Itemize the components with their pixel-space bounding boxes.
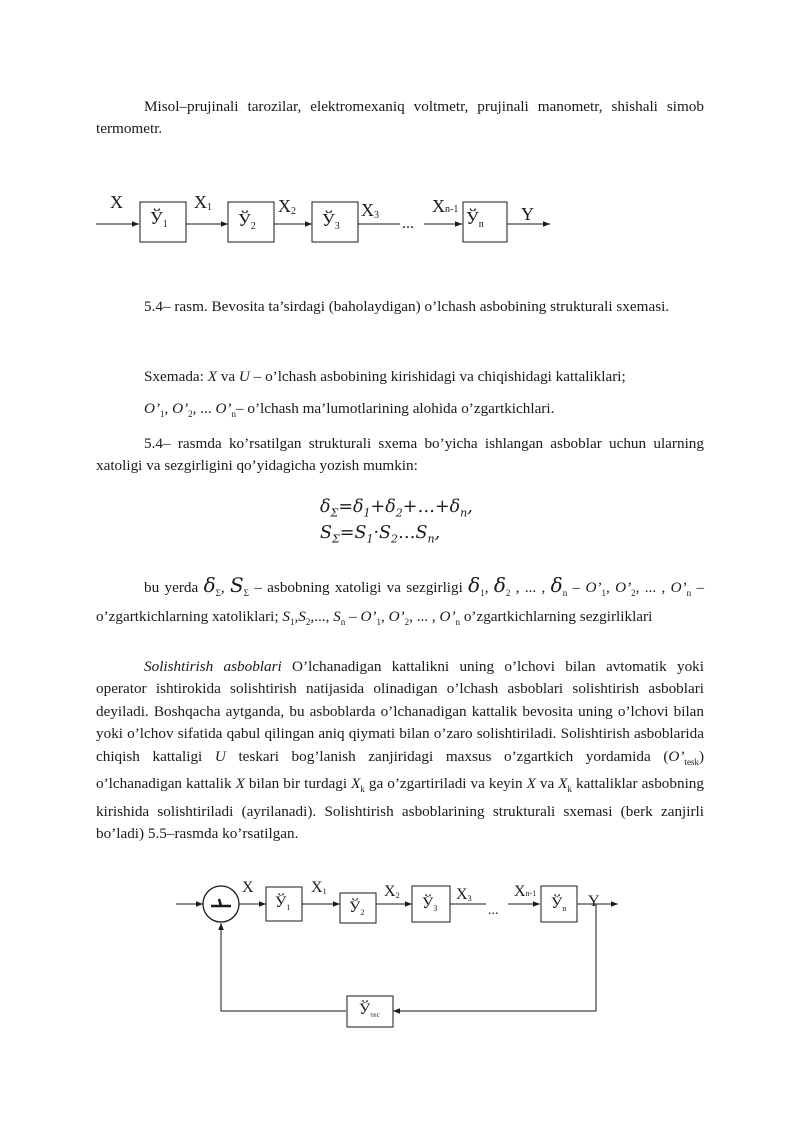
- block-n-label: Ўn: [466, 208, 484, 230]
- signal-3-label: X3: [456, 886, 472, 903]
- comparison-devices-paragraph: Solishtirish asboblari O’lchanadigan kattalikni uning o’lchovi bilan avtomatik yoki operator ishtirokida solishtirish natijasida olinadigan o’lchash asboblari solishtirish asboblari deyiladi. Boshqacha aytganda, bu asboblarda o’lchanadigan kattalik bevosita uning o’lchovi bilan yoki o’lchov sifatida qabul qilingan aniq qiymati bilan o’zaro solishtiriladi. Solishtirish asboblarida chiqish kattaligi U teskari bog’lanish zanjiridagi maxsus o’zgartkich yordamida $(O’_{tesk})$ o’lchanadigan kattalik X bilan bir turdagi $X_k$ ga o’zgartiriladi va keyin X va $X_k$ kattaliklar asbobning kirishida solishtiriladi (ayrilanadi). Solishtirish asboblarining strukturali sxemasi (berk zanjirli bo’ladi) 5.5–rasmda ko’rsatilgan.: [96, 658, 704, 842]
- block-3-label: Ў3: [322, 210, 340, 232]
- signal-1-label: X1: [311, 879, 327, 896]
- structure-diagram-5-4: [0, 188, 800, 258]
- feedback-line-left: [221, 923, 346, 1011]
- sxemada-line: Sxemada: X va U – o’lchash asbobining kirishidagi va chiqishidagi kattaliklari;: [144, 368, 626, 385]
- converters-line: $O’_1$, $O’_2$, ... $O’_n-$ o’lchash ma’lumotlarining alohida o’zgartkichlari.: [144, 400, 555, 420]
- comparator-sign-icon: [211, 899, 231, 906]
- definitions-paragraph: bu yerda $\delta_\Sigma$, $S_\Sigma$ – asbobning xatoligi va sezgirligi $\delta_1$, $\delta_2$ , ... , $\delta_n$ – $O’_1$, $O’_2$, ... , $O’_n$ – o’zgartkichlarning xatoliklari; $S_1,S_2$,..., $S_n$ – $O’_1$, $O’_2$, ... , $O’_n$ o’zgartkichlarning sezgirliklari: [96, 573, 705, 628]
- figure-caption-5-4: 5.4– rasm. Bevosita ta’sirdagi (baholaydigan) o’lchash asbobining strukturali sxemasi.: [144, 298, 670, 315]
- block-2-label: Ў2: [238, 210, 256, 232]
- paragraph-5-4: 5.4– rasmda ko’rsatilgan strukturali sxema bo’yicha ishlangan asboblar uchun ularning xatoligi va sezgirligini qo’yidagicha yozish mumkin:: [96, 435, 704, 475]
- signal-2-label: X2: [278, 196, 296, 217]
- structure-diagram-5-5: [0, 868, 800, 1038]
- feedback-block-label: Ўтес: [359, 1001, 380, 1019]
- ellipsis: ...: [402, 215, 414, 232]
- examples-paragraph: Misol–prujinali tarozilar, elektromexaniq voltmetr, prujinali manometr, shishali simob termometr.: [96, 98, 704, 138]
- output-label: Y: [588, 893, 600, 910]
- block-1-label: Ў1: [150, 208, 168, 230]
- formula-sensitivity: $S_\Sigma=S_1\cdot S_2\dots S_n$,: [320, 523, 441, 546]
- input-label: X: [242, 879, 254, 896]
- signal-n-label: Xn-1: [514, 883, 537, 900]
- ellipsis: ...: [488, 903, 499, 918]
- signal-n-label: Xn-1: [432, 196, 459, 216]
- output-label: Y: [521, 204, 534, 224]
- signal-2-label: X2: [384, 883, 400, 900]
- block-2-label: Ў2: [349, 899, 365, 917]
- block-1-label: Ў1: [275, 894, 291, 912]
- signal-3-label: X3: [361, 200, 379, 221]
- input-label: X: [110, 192, 123, 212]
- block-3-label: Ў3: [422, 895, 438, 913]
- formula-error: $\delta_\Sigma=\delta_1+\delta_2+\dots+\delta_n$,: [320, 497, 473, 520]
- block-n-label: Ўn: [551, 895, 567, 913]
- comparison-devices-term: Solishtirish asboblari: [144, 658, 282, 675]
- feedback-line-right: [393, 904, 596, 1011]
- signal-1-label: X1: [194, 192, 212, 213]
